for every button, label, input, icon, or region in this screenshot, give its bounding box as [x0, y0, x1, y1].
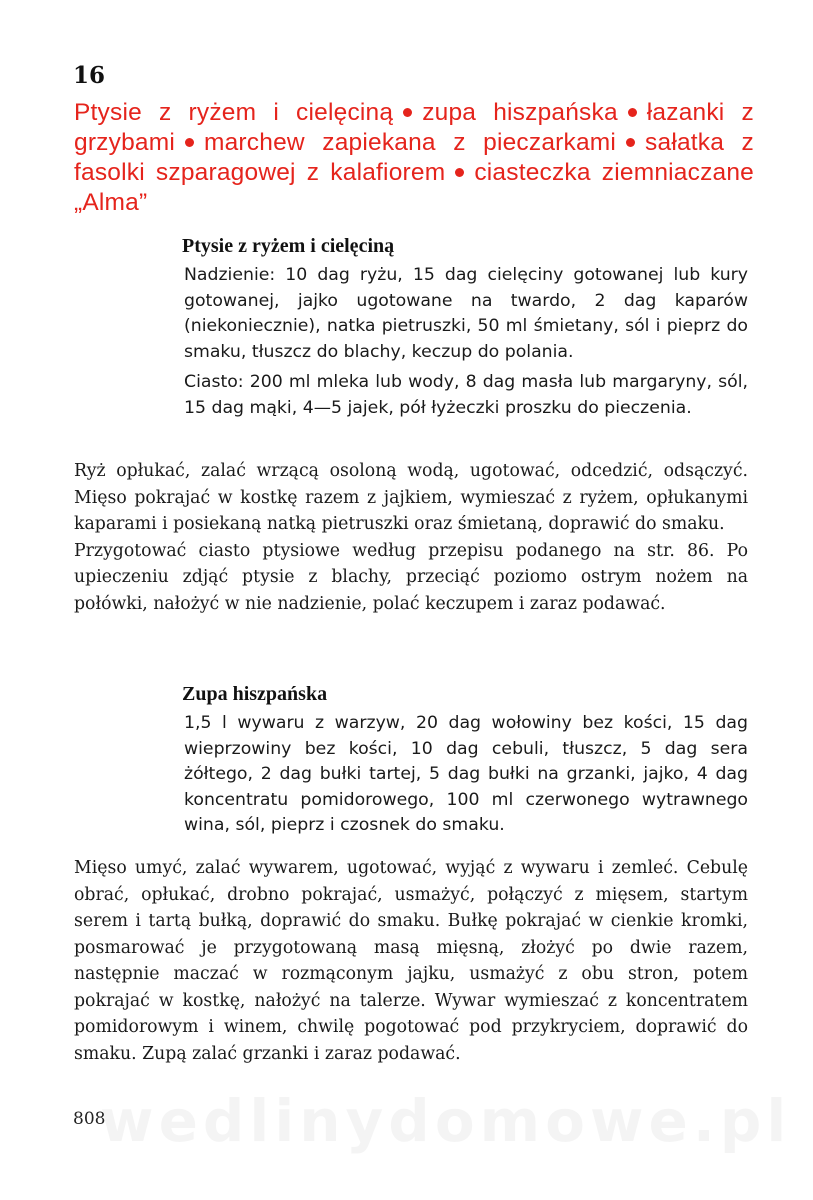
watermark — [100, 1087, 791, 1155]
menu-item: zupa hiszpańska — [422, 99, 618, 126]
ingredients-paragraph: Nadzienie: 10 dag ryżu, 15 dag cielęciny gotowanej lub kury gotowanej, jajko ugotowane na twardo, 2 dag kaparów (niekoniecznie), natka pietruszki, 50 ml śmietany, sól i pieprz do smaku, tłuszcz do blachy, keczup do polania. — [184, 265, 748, 362]
bullet-dot-icon — [403, 108, 412, 117]
bullet-dot-icon — [628, 108, 637, 117]
page-number: 808 — [73, 1109, 106, 1129]
recipe-title: Ptysie z ryżem i cielęciną — [182, 235, 395, 257]
chapter-number: 16 — [73, 62, 106, 89]
menu-item: ciasteczka ziemniaczane „Alma” — [74, 159, 754, 216]
menu-list — [74, 98, 754, 218]
recipe-ingredients — [184, 711, 748, 844]
recipe-instructions — [74, 855, 748, 1067]
menu-item: sałatka z fasolki szparagowej z kalafiorem — [74, 129, 754, 186]
bullet-dot-icon — [185, 138, 194, 147]
instructions-paragraph: Mięso umyć, zalać wywarem, ugotować, wyjąć z wywaru i zemleć. Cebulę obrać, opłukać, drobno pokrajać, usmażyć, połączyć z mięsem, startym serem i tartą bułką, doprawić do smaku. Bułkę pokrajać w cienkie kromki, posmarować je przygotowaną masą mięsną, złożyć po dwie razem, następnie maczać w rozmąconym jajku, usmażyć z obu stron, potem pokrajać w kostkę, nałożyć na talerze. Wywar wymieszać z koncentratem pomidorowym i winem, chwilę pogotować pod przykryciem, doprawić do smaku. Zupą zalać grzanki i zaraz podawać. — [74, 858, 748, 1064]
menu-item: Ptysie z ryżem i cielęciną — [74, 99, 394, 126]
recipe-instructions — [74, 458, 748, 617]
bullet-dot-icon — [626, 138, 635, 147]
ingredients-paragraph: 1,5 l wywaru z warzyw, 20 dag wołowiny bez kości, 15 dag wieprzowiny bez kości, 10 dag cebuli, tłuszcz, 5 dag sera żółtego, 2 dag bułki tartej, 5 dag bułki na grzanki, jajko, 4 dag koncentratu pomidorowego, 100 ml czerwonego wytrawnego wina, sól, pieprz i czosnek do smaku. — [184, 713, 748, 835]
recipe-ingredients — [184, 263, 748, 426]
bullet-dot-icon — [455, 168, 464, 177]
menu-item: łazanki z grzybami — [74, 99, 754, 156]
instructions-paragraph: Przygotować ciasto ptysiowe według przepisu podanego na str. 86. Po upieczeniu zdjąć ptysie z blachy, przeciąć poziomo ostrym nożem na połówki, nałożyć w nie nadzienie, polać keczupem i zaraz podawać. — [74, 540, 748, 614]
recipe-title: Zupa hiszpańska — [182, 683, 328, 705]
menu-item: marchew zapiekana z pieczarkami — [204, 129, 617, 156]
instructions-paragraph: Ryż opłukać, zalać wrzącą osoloną wodą, ugotować, odcedzić, odsączyć. Mięso pokrajać w kostkę razem z jajkiem, wymieszać z ryżem, opłukanymi kaparami i posiekaną natką pietruszki oraz śmietaną, doprawić do smaku. — [74, 461, 748, 534]
ingredients-paragraph: Ciasto: 200 ml mleka lub wody, 8 dag masła lub margaryny, sól, 15 dag mąki, 4—5 jajek, pół łyżeczki proszku do pieczenia. — [184, 372, 748, 418]
